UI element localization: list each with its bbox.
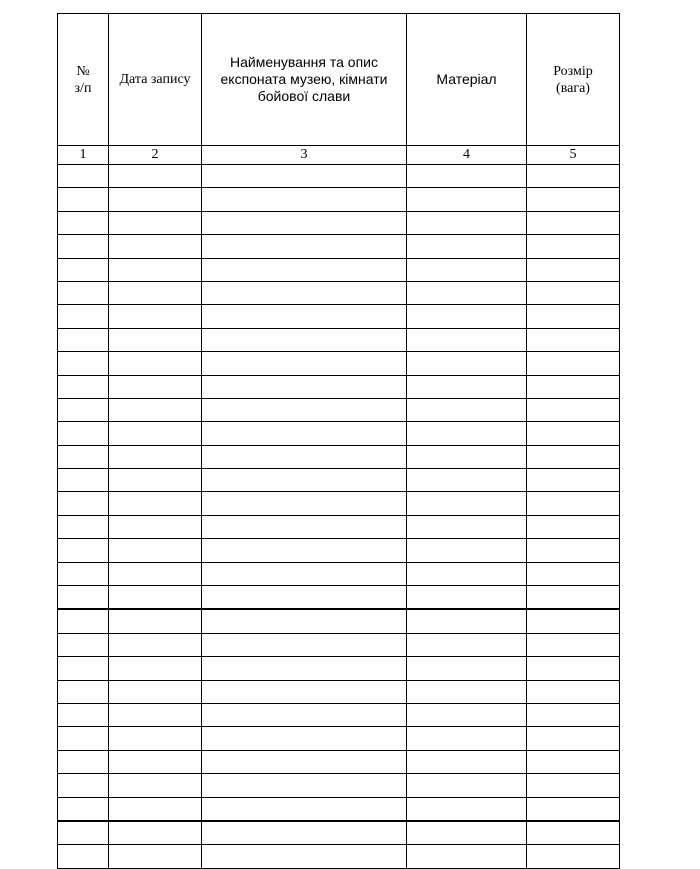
table-cell [527, 515, 620, 538]
table-cell [407, 703, 527, 726]
table-cell [202, 774, 407, 797]
table-cell [202, 445, 407, 468]
table-cell [202, 352, 407, 375]
table-cell [202, 539, 407, 562]
table-cell [527, 281, 620, 304]
table-cell [527, 445, 620, 468]
table-cell [202, 258, 407, 281]
table-cell [58, 258, 109, 281]
table-cell [407, 188, 527, 211]
table-cell [58, 352, 109, 375]
header-material-label: Матеріал [436, 71, 497, 87]
column-number: 1 [58, 146, 109, 165]
table-cell [109, 633, 202, 656]
table-row [58, 281, 620, 304]
table-cell [109, 680, 202, 703]
table-row [58, 398, 620, 421]
table-row [58, 774, 620, 797]
table-cell [202, 797, 407, 821]
table-cell [202, 845, 407, 868]
table-cell [527, 398, 620, 421]
table-cell [527, 845, 620, 868]
table-cell [407, 235, 527, 258]
table-cell [407, 375, 527, 398]
table-cell [58, 845, 109, 868]
column-number: 2 [109, 146, 202, 165]
table-cell [58, 305, 109, 328]
table-cell [527, 633, 620, 656]
table-cell [407, 680, 527, 703]
header-date [109, 14, 202, 146]
table-cell [527, 797, 620, 821]
table-cell [58, 750, 109, 773]
table-cell [109, 515, 202, 538]
table-cell [109, 609, 202, 633]
table-cell [527, 539, 620, 562]
table-cell [58, 727, 109, 750]
table-cell [109, 821, 202, 845]
table-cell [407, 352, 527, 375]
table-cell [58, 680, 109, 703]
table-cell [109, 750, 202, 773]
table-cell [407, 281, 527, 304]
table-cell [202, 609, 407, 633]
table-row [58, 375, 620, 398]
table-row [58, 422, 620, 445]
table-cell [58, 797, 109, 821]
table-row [58, 680, 620, 703]
table-cell [109, 657, 202, 680]
table-cell [58, 539, 109, 562]
header-size-label: Розмір (вага) [553, 63, 593, 96]
table-cell [527, 211, 620, 234]
table-cell [407, 539, 527, 562]
table-row [58, 633, 620, 656]
table-cell [109, 258, 202, 281]
table-cell [109, 492, 202, 515]
table-cell [58, 515, 109, 538]
table-cell [407, 398, 527, 421]
table-cell [202, 422, 407, 445]
table-cell [202, 281, 407, 304]
table-cell [202, 633, 407, 656]
table-cell [202, 328, 407, 351]
table-cell [527, 586, 620, 610]
table-cell [407, 845, 527, 868]
table-cell [527, 235, 620, 258]
table-cell [202, 515, 407, 538]
table-cell [109, 375, 202, 398]
table-cell [109, 562, 202, 585]
table-cell [202, 703, 407, 726]
table-row [58, 235, 620, 258]
table-cell [109, 165, 202, 188]
table-cell [527, 609, 620, 633]
table-row [58, 539, 620, 562]
table-cell [109, 398, 202, 421]
table-cell [58, 445, 109, 468]
table-row [58, 750, 620, 773]
table-row [58, 845, 620, 868]
table-cell [109, 211, 202, 234]
table-cell [58, 657, 109, 680]
column-number: 3 [202, 146, 407, 165]
table-cell [407, 305, 527, 328]
table-cell [527, 305, 620, 328]
header-description-label: Найменування та опис експоната музею, кімнати бойової слави [220, 54, 388, 104]
table-cell [58, 562, 109, 585]
table-cell [407, 562, 527, 585]
museum-register-table [57, 13, 620, 869]
table-row [58, 469, 620, 492]
table-cell [202, 586, 407, 610]
table-cell [58, 774, 109, 797]
table-cell [407, 165, 527, 188]
header-number-sign: № [76, 63, 90, 79]
table-row [58, 328, 620, 351]
table-cell [527, 375, 620, 398]
table-cell [407, 328, 527, 351]
register-body [58, 165, 620, 869]
table-cell [527, 188, 620, 211]
table-cell [109, 305, 202, 328]
table-cell [202, 398, 407, 421]
table-cell [109, 281, 202, 304]
table-cell [202, 188, 407, 211]
table-row [58, 515, 620, 538]
table-row [58, 727, 620, 750]
table-cell [407, 211, 527, 234]
table-cell [109, 422, 202, 445]
header-row [58, 14, 620, 146]
header-date-label: Дата запису [119, 72, 191, 87]
table-cell [407, 774, 527, 797]
table-row [58, 797, 620, 821]
table-cell [407, 422, 527, 445]
table-row [58, 258, 620, 281]
table-cell [527, 492, 620, 515]
table-cell [527, 703, 620, 726]
table-cell [109, 445, 202, 468]
table-cell [407, 469, 527, 492]
table-cell [202, 727, 407, 750]
table-cell [109, 469, 202, 492]
table-cell [527, 727, 620, 750]
table-cell [407, 445, 527, 468]
header-material [407, 14, 527, 146]
table-cell [58, 188, 109, 211]
table-row [58, 211, 620, 234]
table-cell [109, 586, 202, 610]
table-cell [202, 469, 407, 492]
table-row [58, 188, 620, 211]
table-cell [58, 492, 109, 515]
table-cell [407, 586, 527, 610]
header-number-abbrev: з/п [74, 80, 92, 96]
table-cell [407, 609, 527, 633]
table-cell [407, 633, 527, 656]
table-cell [109, 539, 202, 562]
table-cell [407, 657, 527, 680]
table-cell [527, 821, 620, 845]
table-cell [202, 305, 407, 328]
table-cell [109, 727, 202, 750]
header-number [58, 14, 109, 146]
table-cell [202, 657, 407, 680]
table-cell [527, 352, 620, 375]
table-cell [58, 375, 109, 398]
table-cell [527, 774, 620, 797]
table-cell [527, 258, 620, 281]
table-cell [527, 657, 620, 680]
table-cell [202, 750, 407, 773]
table-cell [527, 165, 620, 188]
table-cell [58, 633, 109, 656]
table-cell [527, 750, 620, 773]
table-cell [407, 727, 527, 750]
table-row [58, 821, 620, 845]
table-cell [527, 469, 620, 492]
table-cell [58, 328, 109, 351]
table-cell [109, 774, 202, 797]
column-number: 4 [407, 146, 527, 165]
table-cell [58, 398, 109, 421]
table-cell [202, 235, 407, 258]
table-row [58, 445, 620, 468]
table-cell [109, 845, 202, 868]
table-cell [407, 750, 527, 773]
table-cell [58, 821, 109, 845]
table-row [58, 703, 620, 726]
table-cell [407, 515, 527, 538]
table-cell [58, 609, 109, 633]
table-cell [202, 821, 407, 845]
table-row [58, 352, 620, 375]
table-cell [109, 235, 202, 258]
table-cell [58, 703, 109, 726]
table-cell [407, 492, 527, 515]
table-cell [109, 188, 202, 211]
table-cell [109, 328, 202, 351]
table-row [58, 657, 620, 680]
table-cell [407, 797, 527, 821]
table-cell [58, 235, 109, 258]
table-cell [527, 562, 620, 585]
table-cell [109, 703, 202, 726]
table-cell [527, 328, 620, 351]
table-cell [202, 211, 407, 234]
table-cell [58, 469, 109, 492]
table-row [58, 562, 620, 585]
header-size [527, 14, 620, 146]
table-cell [58, 165, 109, 188]
table-row [58, 609, 620, 633]
table-row [58, 305, 620, 328]
column-number-row [58, 146, 620, 165]
header-description [202, 14, 407, 146]
table-row [58, 586, 620, 610]
table-cell [407, 821, 527, 845]
table-row [58, 165, 620, 188]
table-cell [58, 422, 109, 445]
table-cell [202, 492, 407, 515]
table-cell [109, 352, 202, 375]
table-cell [202, 562, 407, 585]
table-cell [58, 281, 109, 304]
table-cell [58, 211, 109, 234]
table-cell [407, 258, 527, 281]
table-cell [109, 797, 202, 821]
table-cell [202, 375, 407, 398]
column-number: 5 [527, 146, 620, 165]
table-cell [202, 165, 407, 188]
table-cell [58, 586, 109, 610]
table-cell [202, 680, 407, 703]
table-cell [527, 680, 620, 703]
table-cell [527, 422, 620, 445]
table-row [58, 492, 620, 515]
